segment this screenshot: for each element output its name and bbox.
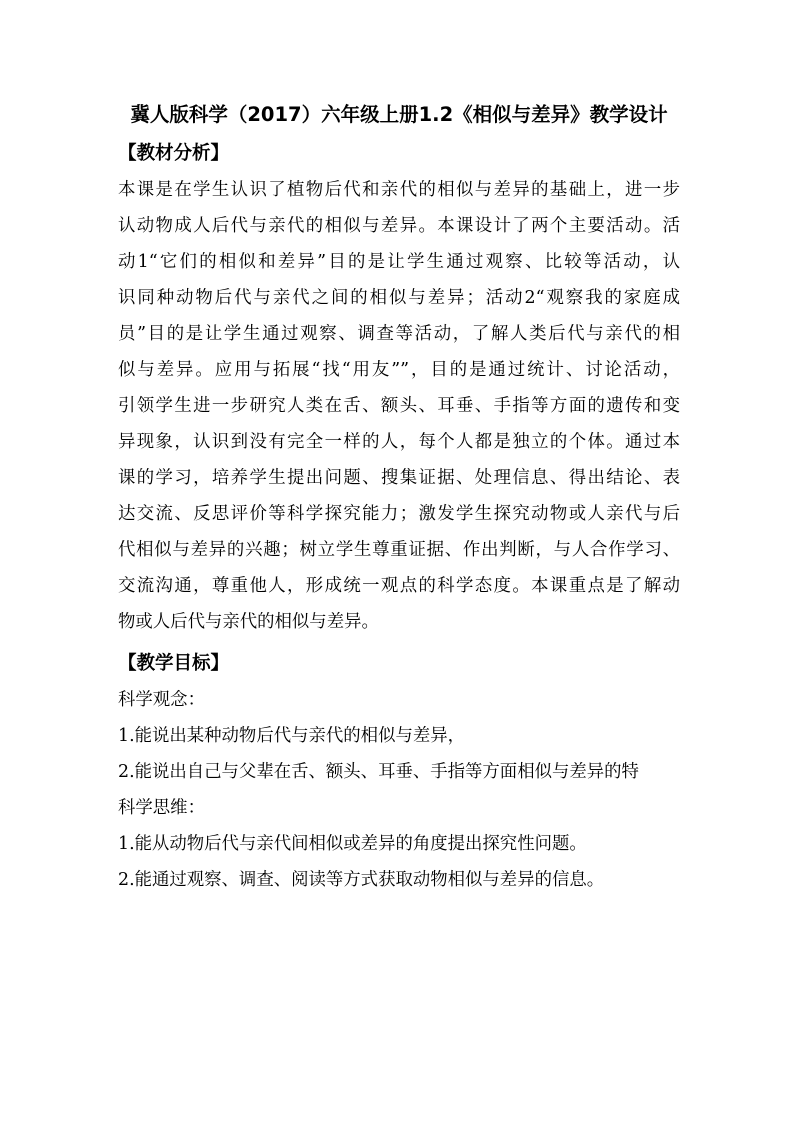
paragraph-line: 达交流、反思评价等科学探究能力；激发学生探究动物或人亲代与后 [118, 504, 680, 524]
paragraph-line: 动1“它们的相似和差异”目的是让学生通过观察、比较等活动，认 [118, 252, 680, 272]
goal-subheading-science-thinking: 科学思维： [118, 798, 205, 818]
paragraph-line: 引领学生进一步研究人类在舌、额头、耳垂、手指等方面的遗传和变 [118, 396, 680, 416]
paragraph-line: 异现象，认识到没有完全一样的人，每个人都是独立的个体。通过本 [118, 432, 680, 452]
section-heading-textbook-analysis: 【教材分析】 [118, 143, 230, 164]
goal-list-item: 1.能说出某种动物后代与亲代的相似与差异， [118, 726, 466, 746]
paragraph-line: 员”目的是让学生通过观察、调查等活动，了解人类后代与亲代的相 [118, 324, 680, 344]
paragraph-line: 认动物成人后代与亲代的相似与差异。本课设计了两个主要活动。活 [118, 216, 680, 236]
paragraph-line: 课的学习，培养学生提出问题、搜集证据、处理信息、得出结论、表 [118, 468, 680, 488]
goal-list-item: 2.能通过观察、调查、阅读等方式获取动物相似与差异的信息。 [118, 870, 605, 890]
paragraph-line: 物或人后代与亲代的相似与差异。 [118, 612, 379, 632]
goal-list-item: 1.能从动物后代与亲代间相似或差异的角度提出探究性问题。 [118, 834, 587, 854]
paragraph-line: 交流沟通，尊重他人，形成统一观点的科学态度。本课重点是了解动 [118, 576, 680, 596]
paragraph-line: 似与差异。应用与拓展“找“用友””，目的是通过统计、讨论活动， [118, 360, 680, 380]
paragraph-line: 本课是在学生认识了植物后代和亲代的相似与差异的基础上，进一步 [118, 180, 680, 200]
paragraph-line: 代相似与差异的兴趣；树立学生尊重证据、作出判断，与人合作学习、 [118, 540, 680, 560]
document-title: 冀人版科学（2017）六年级上册1.2《相似与差异》教学设计 [130, 103, 668, 126]
textbook-analysis-paragraph [118, 172, 680, 640]
document-page [118, 100, 680, 898]
goal-subheading-science-concept: 科学观念： [118, 690, 205, 710]
paragraph-line: 识同种动物后代与亲代之间的相似与差异；活动2“观察我的家庭成 [118, 288, 680, 308]
goal-list-item: 2.能说出自己与父辈在舌、额头、耳垂、手指等方面相似与差异的特 [118, 762, 639, 782]
section-heading-teaching-goals: 【教学目标】 [118, 653, 230, 674]
